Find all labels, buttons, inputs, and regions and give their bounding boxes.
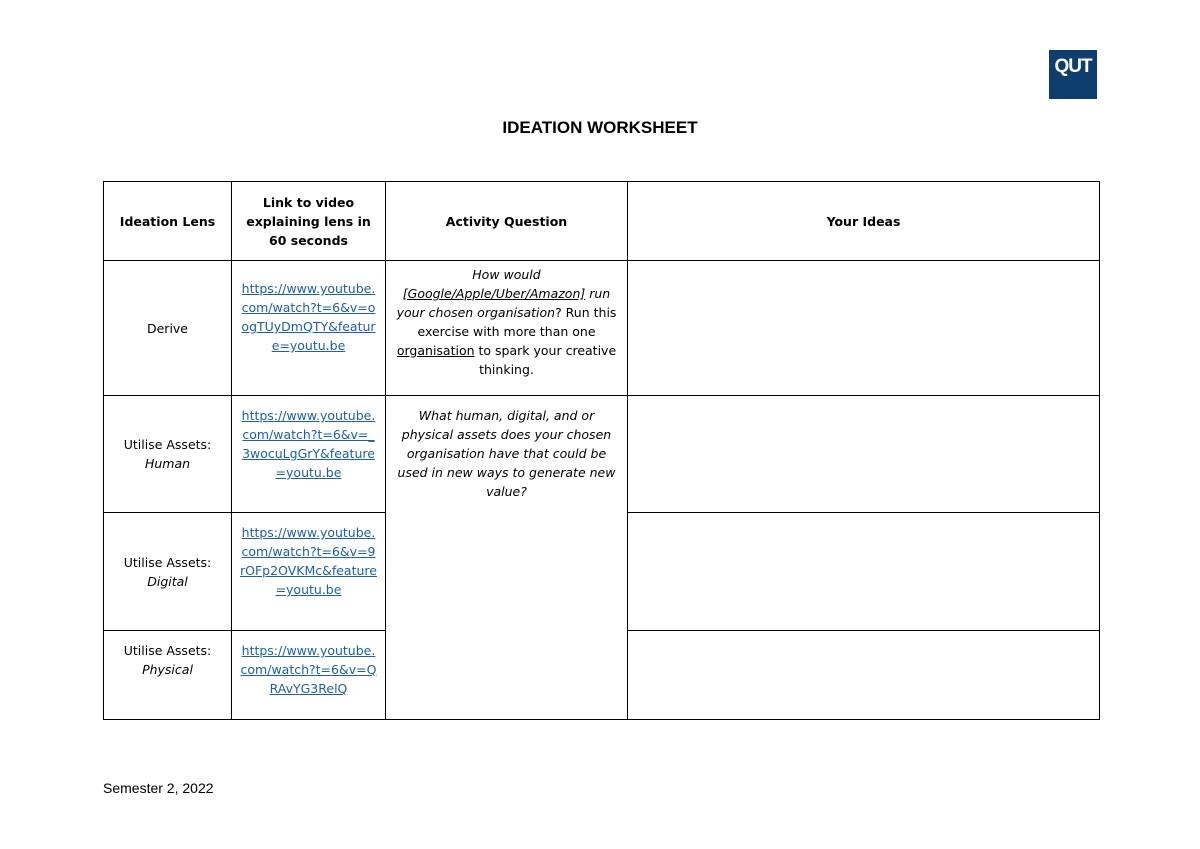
table-row [104, 261, 1100, 396]
lens-utilise-human [104, 396, 232, 513]
lens-label: Derive [146, 320, 188, 336]
video-link-cell [232, 396, 386, 513]
video-link-cell [232, 513, 386, 631]
video-link-physical[interactable]: https://www.youtube.com/watch?t=6&v=QRAvYG3RelQ [240, 643, 377, 696]
ideas-input-derive[interactable] [628, 261, 1100, 396]
lens-sub-label: Physical [142, 662, 193, 677]
question-companies: [Google/Apple/Uber/Amazon] [402, 286, 586, 301]
question-text: ? Run this exercise with more than one [417, 305, 617, 339]
qut-logo: QUT [1049, 50, 1097, 99]
table-row [104, 396, 1100, 513]
lens-utilise-digital [104, 513, 232, 631]
question-organisation: organisation [396, 343, 475, 358]
header-ideation-lens: Ideation Lens [104, 182, 232, 261]
ideation-table [103, 181, 1100, 720]
lens-sub-label: Digital [147, 573, 188, 589]
header-activity-question: Activity Question [386, 182, 628, 261]
video-link-digital[interactable]: https://www.youtube.com/watch?t=6&v=9rOFp2OVKMc&feature=youtu.be [240, 525, 377, 597]
video-link-cell [232, 261, 386, 396]
question-text: run your chosen organisation [396, 286, 611, 320]
lens-label: Utilise Assets: [123, 643, 212, 658]
ideas-input-physical[interactable] [628, 631, 1100, 720]
activity-question-utilise-assets: What human, digital, and or physical assets does your chosen organisation have that could be used in new ways to generate new value? [386, 396, 628, 720]
lens-sub-label: Human [144, 456, 191, 471]
video-link-cell [232, 631, 386, 720]
footer-semester: Semester 2, 2022 [103, 780, 214, 796]
page-title: IDEATION WORKSHEET [502, 118, 698, 137]
lens-derive [104, 261, 232, 396]
lens-utilise-physical [104, 631, 232, 720]
question-text: to spark your creative thinking. [474, 343, 617, 377]
ideas-input-digital[interactable] [628, 513, 1100, 631]
lens-label: Utilise Assets: [123, 437, 212, 452]
video-link-derive[interactable]: https://www.youtube.com/watch?t=6&v=oogTUyDmQTY&feature=youtu.be [241, 281, 376, 353]
lens-label: Utilise Assets: [123, 554, 212, 570]
header-video-link: Link to video explaining lens in 60 seconds [232, 182, 386, 261]
table-header-row [104, 182, 1100, 261]
question-text: How would [472, 267, 541, 282]
video-link-human[interactable]: https://www.youtube.com/watch?t=6&v=_3wocuLgGrY&feature=youtu.be [241, 408, 376, 480]
ideas-input-human[interactable] [628, 396, 1100, 513]
header-your-ideas: Your Ideas [628, 182, 1100, 261]
activity-question-derive [386, 261, 628, 396]
